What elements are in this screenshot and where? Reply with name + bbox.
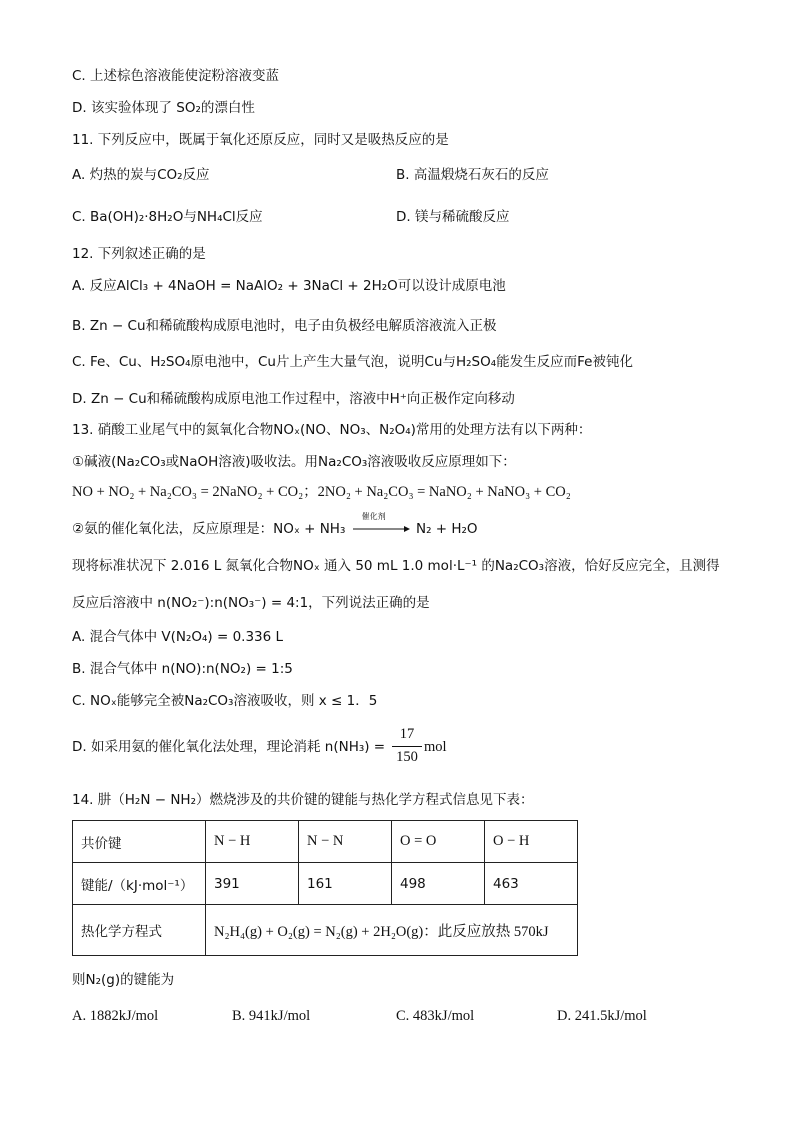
table-row	[73, 821, 578, 863]
q13-option-d: D. 如采用氨的催化氧化法处理，理论消耗 n(NH₃) =	[72, 739, 386, 755]
table-cell: 498	[392, 863, 485, 905]
table-cell: 463	[485, 863, 578, 905]
q12-option-b: B. Zn − Cu和稀硫酸构成原电池时，电子由负极经电解质溶液流入正极	[72, 318, 497, 334]
table-header-cell: 共价键	[73, 821, 206, 863]
q11-option-c: C. Ba(OH)₂·8H₂O与NH₄Cl反应	[72, 209, 263, 225]
q12-option-c: C. Fe、Cu、H₂SO₄原电池中，Cu片上产生大量气泡，说明Cu与H₂SO₄能发生反应而Fe被钝化	[72, 354, 633, 370]
q13-method-2	[72, 512, 478, 539]
table-cell: 161	[299, 863, 392, 905]
q14-ask: 则N₂(g)的键能为	[72, 972, 175, 988]
q10-option-d: D. 该实验体现了 SO₂的漂白性	[72, 100, 255, 116]
q11-option-b: B. 高温煅烧石灰石的反应	[396, 167, 549, 183]
q13-method-1: ①碱液(Na₂CO₃或NaOH溶液)吸收法。用Na₂CO₃溶液吸收反应原理如下：	[72, 454, 516, 470]
table-header-cell: N − H	[206, 821, 299, 863]
fraction-denominator: 150	[396, 749, 418, 765]
q12-option-a: A. 反应AlCl₃ + 4NaOH = NaAlO₂ + 3NaCl + 2H₂O可以设计成原电池	[72, 278, 506, 294]
q12-stem: 12. 下列叙述正确的是	[72, 246, 206, 262]
table-header-cell: O = O	[392, 821, 485, 863]
catalyst-arrow	[352, 512, 410, 536]
q11-option-d: D. 镁与稀硫酸反应	[396, 209, 510, 225]
q13-method-2-text: ②氨的催化氧化法，反应原理是：NOₓ + NH₃	[72, 521, 346, 537]
table-cell: 391	[206, 863, 299, 905]
q14-option-d: D. 241.5kJ/mol	[557, 1008, 647, 1024]
q11-option-a: A. 灼热的炭与CO₂反应	[72, 167, 210, 183]
energy-label-cell: 键能/（kJ·mol⁻¹）	[73, 863, 206, 905]
table-row	[73, 863, 578, 905]
bond-energy-table	[72, 820, 578, 956]
q13-given-2: 反应后溶液中 n(NO₂⁻):n(NO₃⁻) = 4:1，下列说法正确的是	[72, 595, 430, 611]
q13-option-b: B. 混合气体中 n(NO):n(NO₂) = 1:5	[72, 661, 293, 677]
equation-cell: N₂H₄(g) + O₂(g) = N₂(g) + 2H₂O(g)：此反应放热 570kJ	[206, 905, 578, 956]
table-header-cell: N − N	[299, 821, 392, 863]
q14-option-b: B. 941kJ/mol	[232, 1008, 311, 1024]
q11-stem: 11. 下列反应中，既属于氧化还原反应，同时又是吸热反应的是	[72, 132, 449, 148]
q13-method-2-products: N₂ + H₂O	[415, 521, 478, 537]
equation-label-cell: 热化学方程式	[73, 905, 206, 956]
q12-option-d: D. Zn − Cu和稀硫酸构成原电池工作过程中，溶液中H⁺向正极作定向移动	[72, 391, 515, 407]
q13-option-a: A. 混合气体中 V(N₂O₄) = 0.336 L	[72, 629, 284, 645]
q13-stem: 13. 硝酸工业尾气中的氮氧化合物NOₓ(NO、NO₃、N₂O₄)常用的处理方法有以下两种：	[72, 422, 592, 438]
q13-option-c: C. NOₓ能够完全被Na₂CO₃溶液吸收，则 x ≤ 1．5	[72, 693, 378, 709]
q14-option-a: A. 1882kJ/mol	[72, 1008, 159, 1024]
table-header-cell: O − H	[485, 821, 578, 863]
fraction-unit: mol	[424, 739, 447, 755]
q14-stem: 14. 肼（H₂N − NH₂）燃烧涉及的共价键的键能与热化学方程式信息见下表：	[72, 792, 534, 808]
q10-option-c: C. 上述棕色溶液能使淀粉溶液变蓝	[72, 68, 280, 84]
table-row	[73, 905, 578, 956]
q13-given-1: 现将标准状况下 2.016 L 氮氧化合物NOₓ 通入 50 mL 1.0 mol·L⁻¹ 的Na₂CO₃溶液，恰好反应完全，且测得	[72, 558, 720, 574]
q13-equation-1: NO + NO₂ + Na₂CO₃ = 2NaNO₂ + CO₂；2NO₂ + Na₂CO₃ = NaNO₂ + NaNO₃ + CO₂	[72, 484, 571, 500]
reaction-arrow-icon	[352, 522, 410, 536]
q14-option-c: C. 483kJ/mol	[396, 1008, 475, 1024]
fraction-numerator: 17	[399, 726, 415, 742]
catalyst-label: 催化剂	[361, 512, 386, 521]
